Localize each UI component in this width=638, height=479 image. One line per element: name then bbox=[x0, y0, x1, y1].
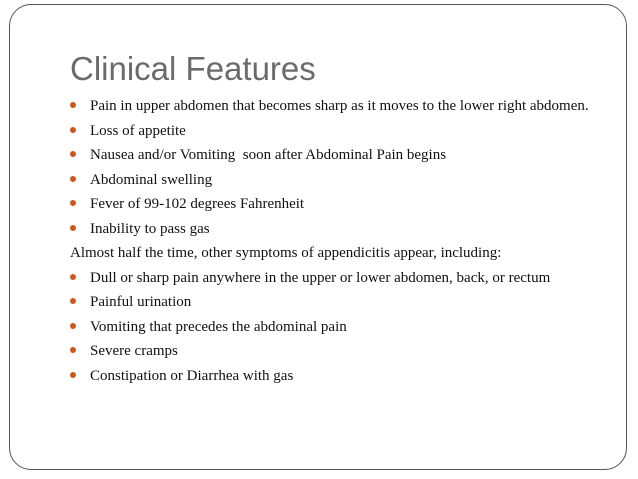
bullet-icon bbox=[70, 225, 76, 231]
list-item bbox=[70, 122, 590, 140]
bullet-icon bbox=[70, 102, 76, 108]
list-item-text: Inability to pass gas bbox=[90, 220, 210, 237]
list-item-text: Abdominal swelling bbox=[90, 171, 213, 188]
list-item bbox=[70, 97, 590, 115]
slide-content bbox=[70, 97, 590, 391]
intro-line: Almost half the time, other symptoms of appendicitis appear, including: bbox=[70, 245, 502, 261]
bullet-icon bbox=[70, 372, 76, 378]
list-item bbox=[70, 195, 590, 213]
list-item-text: Severe cramps bbox=[90, 343, 178, 359]
bullet-icon bbox=[70, 200, 76, 206]
list-item bbox=[70, 367, 590, 385]
list-item-text: Loss of appetite bbox=[90, 122, 186, 139]
list-item-text: Pain in upper abdomen that becomes sharp as it moves to the lower right abdomen. bbox=[90, 98, 589, 114]
bullet-icon bbox=[70, 176, 76, 182]
list-item-text: Vomiting that precedes the abdominal pain bbox=[90, 318, 347, 335]
list-item-text: Fever of 99-102 degrees Fahrenheit bbox=[90, 196, 305, 212]
list-item bbox=[70, 146, 590, 164]
list-item bbox=[70, 220, 590, 238]
list-item bbox=[70, 318, 590, 336]
slide-title: Clinical Features bbox=[70, 50, 316, 87]
list-item-text: Nausea and/or Vomiting soon after Abdominal Pain begins bbox=[90, 147, 447, 163]
bullet-icon bbox=[70, 347, 76, 353]
list-item-text: Dull or sharp pain anywhere in the upper or lower abdomen, back, or rectum bbox=[90, 269, 551, 286]
bullet-icon bbox=[70, 151, 76, 157]
list-item-text: Painful urination bbox=[90, 294, 192, 310]
list-item bbox=[70, 342, 590, 360]
list-item bbox=[70, 171, 590, 189]
list-item-text: Constipation or Diarrhea with gas bbox=[90, 367, 294, 384]
bullet-icon bbox=[70, 274, 76, 280]
bullet-list-secondary bbox=[70, 269, 590, 385]
list-item bbox=[70, 269, 590, 287]
bullet-icon bbox=[70, 127, 76, 133]
bullet-icon bbox=[70, 298, 76, 304]
bullet-icon bbox=[70, 323, 76, 329]
list-item bbox=[70, 293, 590, 311]
bullet-list-primary bbox=[70, 97, 590, 238]
